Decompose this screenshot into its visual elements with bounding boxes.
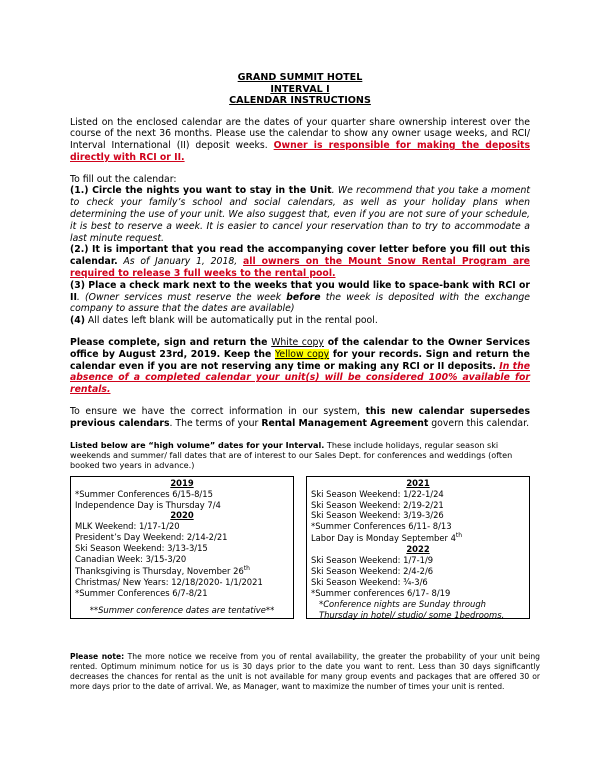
- dates-box-2021-2022: [306, 476, 530, 619]
- list-item: Christmas/ New Years: 12/18/2020- 1/1/2021: [75, 576, 263, 587]
- intro-warning: Owner is responsible for making the deposits directly with RCI or II.: [70, 140, 530, 163]
- listed-paragraph: Listed below are “high volume” dates for your Interval. These include holidays, regular season ski weekends and summer/ fall dates that are of interest to our Sales Dept. for conferences and weddings (often booked two years in advance.): [70, 439, 513, 471]
- title-hotel: GRAND SUMMIT HOTEL: [237, 72, 363, 83]
- list-item: Ski Season Weekend: 1/7-1/9: [311, 554, 434, 565]
- white-copy: White copy: [271, 337, 324, 349]
- conference-note: *Conference nights are Sunday through: [319, 598, 486, 609]
- year-2021: 2021: [406, 477, 430, 488]
- complete-paragraph: Please complete, sign and return the White copy of the calendar to the Owner Services office by August 23rd, 2019. Keep the Yellow copy for your records. Sign and return the calendar even if you are not reserving any time or making any RCI or II deposits. In the absence of a completed calendar your unit(s) will be considered 100% available for rentals.: [70, 337, 530, 396]
- title-instructions: CALENDAR INSTRUCTIONS: [229, 95, 371, 106]
- list-item: *Summer conferences 6/17- 8/19: [311, 587, 451, 598]
- yellow-copy: Yellow copy: [274, 348, 330, 360]
- list-item: Ski Season Weekend: 2/19-2/21: [311, 499, 444, 510]
- step-4: (4) All dates left blank will be automatically put in the rental pool.: [70, 315, 378, 327]
- step-3: (3) Place a check mark next to the weeks that you would like to space-bank with RCI or II. (Owner services must reserve the week before the week is deposited with the exchange company to assure that the dates are available): [70, 279, 531, 315]
- list-item: MLK Weekend: 1/17-1/20: [75, 521, 180, 532]
- dates-box-2019-2020: [70, 476, 294, 619]
- list-item: Ski Season Weekend: 3/19-3/26: [311, 510, 444, 521]
- list-item: Ski Season Weekend: 1/22-1/24: [311, 488, 444, 499]
- conference-note: Thursday in hotel/ studio/ some 1bedrooms.: [319, 609, 505, 620]
- year-2022: 2022: [406, 544, 430, 555]
- year-2020: 2020: [170, 510, 194, 521]
- list-item: Canadian Week: 3/15-3/20: [75, 554, 187, 565]
- availability-warning: In the absence of a completed calendar your unit(s) will be considered 100% available for rentals.: [70, 360, 530, 396]
- list-item: *Summer Conferences 6/11- 8/13: [311, 521, 452, 532]
- title-interval: INTERVAL I: [270, 83, 330, 95]
- ensure-paragraph: To ensure we have the correct information in our system, this new calendar supersedes previous calendars. The terms of your Rental Management Agreement govern this calendar.: [70, 406, 530, 429]
- rental-requirement: all owners on the Mount Snow Rental Program are required to release 3 full weeks to the rental pool.: [70, 256, 530, 280]
- please-note: Please note: The more notice we receive from you of rental availability, the greater the probability of your unit being rented. Optimum minimum notice for us is 30 days prior to the date you want to rent. Less than 30 days significantly decreases the chances for rental as the unit is not available for many group events and packages that are offered 30 or more days prior to the date of arrival. We, as Manager, want to maximize the number of times your unit is rented.: [70, 652, 540, 691]
- fill-heading: To fill out the calendar:: [70, 173, 177, 185]
- list-item: Independence Day is Thursday 7/4: [75, 499, 221, 510]
- dates-grid: [70, 476, 530, 619]
- list-item: President’s Day Weekend: 2/14-2/21: [75, 532, 228, 543]
- list-item: Labor Day is Monday September 4th: [311, 532, 463, 544]
- step-2: (2.) It is important that you read the accompanying cover letter before you fill out this calendar. As of January 1, 2018, all owners on the Mount Snow Rental Program are required to release 3 full weeks to the rental pool.: [70, 244, 530, 280]
- list-item: Ski Season Weekend: 2/4-2/6: [311, 565, 434, 576]
- step-1: (1.) Circle the nights you want to stay in the Unit. We recommend that you take a moment to check your family’s school and social calendars, as well as your holiday plans when determining the use of your unit. We also suggest that, even if you are not sure of your schedule, it is best to reserve a week. It is easier to cancel your reservation than to try to accommodate a last minute request.: [70, 185, 530, 244]
- year-2019: 2019: [170, 477, 194, 488]
- intro-paragraph: Listed on the enclosed calendar are the dates of your quarter share ownership interest over the course of the next 36 months. Please use the calendar to show any owner usage weeks, and RCI/ Interval International (II) deposit weeks. Owner is responsible for making the deposits directly with RCI or II.: [70, 116, 530, 163]
- list-item: Thanksgiving is Thursday, November 26th: [75, 565, 250, 576]
- list-item: *Summer Conferences 6/15-8/15: [75, 488, 213, 499]
- list-item: Ski Season Weekend: 3/13-3/15: [75, 543, 208, 554]
- tentative-note: **Summer conference dates are tentative**: [89, 604, 275, 615]
- list-item: Ski Season Weekend: ¾-3/6: [311, 576, 428, 587]
- list-item: *Summer Conferences 6/7-8/21: [75, 587, 208, 598]
- document-page: [70, 72, 530, 619]
